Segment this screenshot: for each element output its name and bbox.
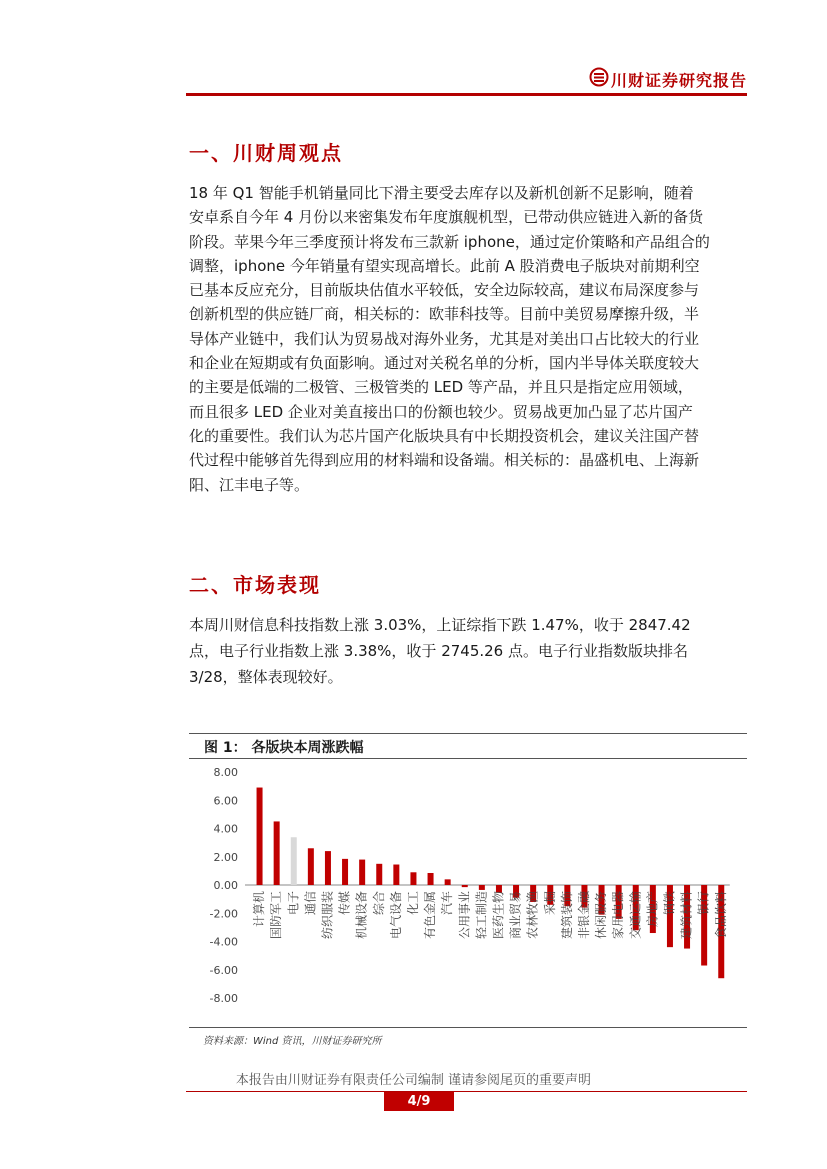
text-line: 和企业在短期或有负面影响。通过对关税名单的分析，国内半导体关联度较大 (189, 354, 700, 373)
page-header (186, 66, 747, 92)
text-line: 18 年 Q1 智能手机销量同比下滑主要受去库存以及新机创新不足影响，随着 (189, 184, 694, 202)
y-tick-label: 0.00 (213, 879, 238, 892)
bar-12 (462, 885, 468, 887)
x-category-label: 银行 (696, 891, 711, 916)
x-category-label: 建筑材料 (679, 891, 694, 940)
text-line: 阶段。苹果今年三季度预计将发布三款新 iphone，通过定价策略和产品组合的 (189, 232, 710, 251)
text-line: 的主要是低端的二极管、三极管类的 LED 等产品，并且只是指定应用领域， (189, 378, 693, 397)
bar-2 (291, 837, 297, 885)
section2-title: 二、市场表现 (189, 573, 321, 597)
bar-13 (479, 885, 485, 890)
bar-8 (393, 865, 399, 885)
section1-title: 一、川财周观点 (189, 141, 343, 165)
figure-source: 资料来源：Wind 资讯，川财证券研究所 (203, 1036, 382, 1047)
company-logo-icon (589, 67, 609, 87)
x-category-label: 房地产 (645, 891, 660, 928)
y-tick-label: -6.00 (209, 963, 238, 977)
text-line: 已基本反应充分，目前版块估值水平较低，安全边际较高，建议布局深度参与 (189, 281, 700, 300)
x-category-label: 钢铁 (662, 891, 677, 916)
x-category-label: 农林牧渔 (525, 891, 540, 940)
bar-1 (274, 821, 280, 885)
x-category-label: 采掘 (542, 891, 557, 916)
x-category-label: 传媒 (337, 891, 352, 916)
bar-0 (257, 788, 263, 885)
x-category-label: 公用事业 (457, 891, 472, 940)
y-tick-label: 8.00 (213, 766, 238, 779)
y-tick-label: -8.00 (209, 992, 238, 1005)
figure-title-rule (189, 758, 747, 759)
figure-header (189, 733, 747, 759)
x-category-label: 医药生物 (491, 891, 506, 940)
x-category-label: 食品饮料 (713, 891, 728, 940)
bar-6 (359, 860, 365, 885)
bar-chart (189, 760, 747, 1025)
section2-paragraph (189, 612, 734, 690)
section1-paragraph (189, 181, 747, 497)
x-category-label: 电子 (286, 891, 301, 916)
footer-disclaimer: 本报告由川财证券有限责任公司编制 谨请参阅尾页的重要声明 (235, 1073, 592, 1088)
x-category-label: 机械设备 (354, 891, 369, 940)
figure-top-rule (189, 733, 747, 734)
y-tick-label: -2.00 (209, 907, 238, 921)
text-line: 而且很多 LED 企业对美直接出口的份额也较少。贸易战更加凸显了芯片国产 (189, 402, 693, 421)
x-category-label: 交通运输 (628, 891, 643, 940)
x-category-label: 非银金融 (576, 891, 591, 940)
text-line: 代过程中能够首先得到应用的材料端和设备端。相关标的：晶盛机电、上海新 (189, 451, 700, 470)
bar-5 (342, 859, 348, 885)
y-tick-label: 2.00 (213, 850, 238, 864)
page-number: 4/9 (384, 1092, 454, 1111)
x-category-label: 建筑装饰 (559, 891, 574, 940)
text-line: 点，电子行业指数上涨 3.38%，收于 2745.26 点。电子行业指数版块排名 (189, 642, 688, 660)
y-tick-label: 6.00 (213, 794, 238, 808)
bar-11 (445, 879, 451, 885)
x-category-label: 通信 (303, 891, 318, 916)
x-category-label: 综合 (371, 891, 386, 916)
text-line: 调整，iphone 今年销量有望实现高增长。此前 A 股消费电子版块对前期利空 (189, 256, 700, 275)
x-category-label: 国防军工 (269, 891, 284, 940)
header-rule (186, 93, 747, 96)
footer-rule (186, 1091, 747, 1092)
x-category-label: 电气设备 (388, 891, 403, 940)
bar-3 (308, 848, 314, 885)
text-line: 导体产业链中，我们认为贸易战对海外业务，尤其是对美出口占比较大的行业 (189, 329, 700, 348)
bar-7 (376, 864, 382, 885)
figure-title: 图 1： 各版块本周涨跌幅 (204, 740, 364, 756)
text-line: 创新机型的供应链厂商，相关标的：欧菲科技等。目前中美贸易摩擦升级，半 (189, 305, 700, 324)
y-tick-label: -4.00 (209, 935, 238, 949)
y-tick-label: 4.00 (213, 822, 238, 836)
x-category-label: 化工 (405, 891, 420, 916)
text-line: 安卓系自今年 4 月份以来密集发布年度旗舰机型，已带动供应链进入新的备货 (189, 208, 704, 227)
x-category-label: 休闲服务 (594, 891, 609, 940)
x-category-label: 商业贸易 (508, 891, 523, 940)
text-line: 3/28，整体表现较好。 (189, 668, 343, 686)
x-category-label: 汽车 (440, 891, 455, 916)
brand-title: 川财证券研究报告 (610, 71, 747, 90)
figure-bottom-rule (189, 1027, 747, 1028)
text-line: 化的重要性。我们认为芯片国产化版块具有中长期投资机会，建议关注国产替 (189, 426, 700, 445)
bar-4 (325, 851, 331, 885)
bar-10 (428, 873, 434, 885)
x-category-label: 家用电器 (611, 891, 626, 940)
bar-9 (410, 872, 416, 885)
x-category-label: 计算机 (252, 891, 267, 928)
text-line: 阳、江丰电子等。 (189, 475, 310, 494)
x-category-label: 轻工制造 (474, 891, 489, 940)
text-line: 本周川财信息科技指数上涨 3.03%，上证综指下跌 1.47%，收于 2847.42 (189, 616, 691, 634)
x-category-label: 有色金属 (423, 891, 438, 940)
x-category-label: 纺织服装 (320, 891, 335, 940)
